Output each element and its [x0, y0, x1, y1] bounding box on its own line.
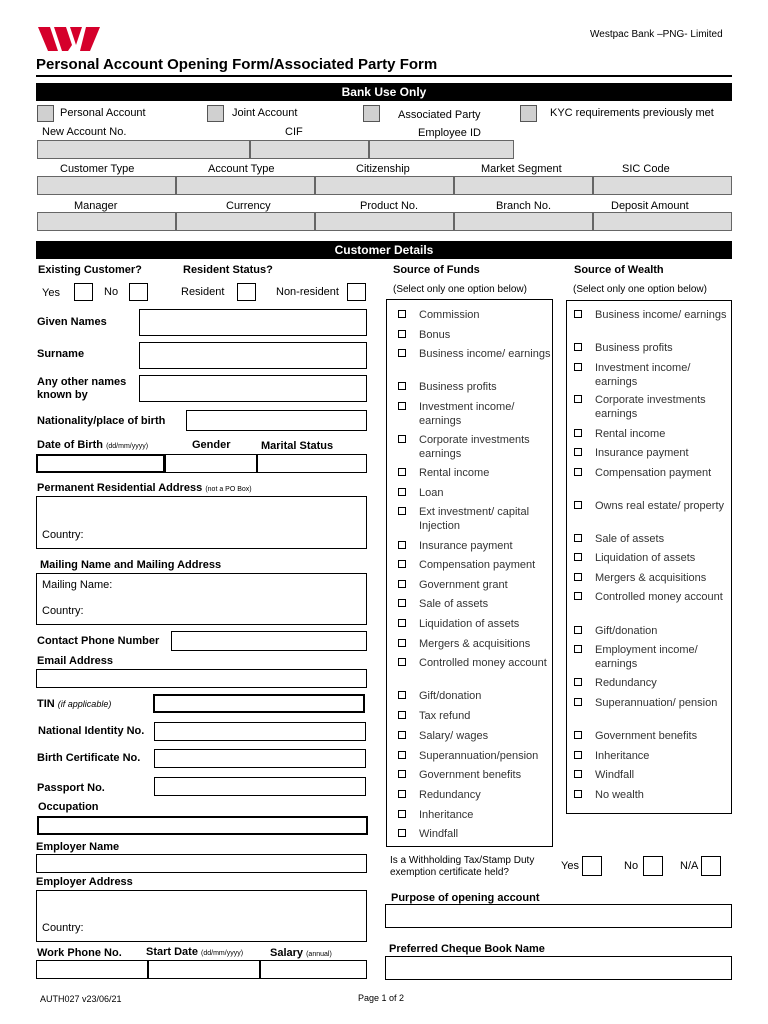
wealth-option-checkbox[interactable]: [574, 343, 582, 351]
perm-country-label: Country:: [42, 529, 84, 541]
funds-option-label: Investment income/ earnings: [419, 401, 515, 427]
branch-no-label: Branch No.: [496, 200, 552, 212]
currency-label: Currency: [226, 200, 271, 212]
funds-option-checkbox[interactable]: [398, 751, 406, 759]
funds-option-label: Windfall: [419, 828, 459, 840]
existing-no-label: No: [104, 286, 119, 298]
gender-label: Gender: [192, 439, 231, 451]
funds-option-label: Inheritance: [419, 809, 474, 821]
personal-account-checkbox[interactable]: [37, 105, 54, 122]
funds-option-label: Ext investment/ capital Injection: [419, 506, 530, 532]
existing-customer-label: Existing Customer?: [38, 264, 142, 276]
cheque-name-field[interactable]: [385, 956, 732, 980]
resident-status-label: Resident Status?: [183, 264, 273, 276]
funds-option-label: Liquidation of assets: [419, 618, 520, 630]
non-resident-label: Non-resident: [276, 286, 339, 298]
wealth-option-checkbox[interactable]: [574, 363, 582, 371]
employer-name-label: Employer Name: [36, 841, 120, 853]
wealth-option-checkbox[interactable]: [574, 395, 582, 403]
wealth-option-checkbox[interactable]: [574, 626, 582, 634]
email-field[interactable]: [36, 669, 367, 688]
tin-label: [37, 698, 111, 711]
occupation-label: Occupation: [38, 801, 99, 813]
funds-option-checkbox[interactable]: [398, 330, 406, 338]
funds-option-checkbox[interactable]: [398, 310, 406, 318]
employer-address-field[interactable]: [36, 890, 367, 942]
market-segment-label: Market Segment: [481, 163, 562, 175]
funds-option-label: Loan: [419, 487, 444, 499]
funds-option-label: Compensation payment: [419, 559, 536, 571]
wealth-option-checkbox[interactable]: [574, 678, 582, 686]
start-date-format: (dd/mm/yyyy): [201, 950, 244, 957]
non-resident-checkbox[interactable]: [347, 283, 366, 301]
nationality-field[interactable]: [186, 410, 367, 431]
resident-label: Resident: [181, 286, 225, 298]
perm-address-field[interactable]: [36, 496, 367, 549]
perm-address-text: Permanent Residential Address: [37, 482, 203, 494]
passport-label: Passport No.: [37, 782, 105, 794]
westpac-logo: [38, 27, 100, 51]
wealth-option-label: Liquidation of assets: [595, 552, 696, 564]
gender-field[interactable]: [165, 454, 257, 473]
nationality-label: Nationality/place of birth: [37, 415, 166, 427]
bank-use-header: Bank Use Only: [36, 83, 732, 101]
customer-type-field[interactable]: [37, 176, 176, 195]
birth-cert-field[interactable]: [154, 749, 366, 768]
kyc-label: KYC requirements previously met: [550, 107, 714, 119]
funds-option-checkbox[interactable]: [398, 580, 406, 588]
wealth-title: Source of Wealth: [574, 264, 664, 276]
resident-checkbox[interactable]: [237, 283, 256, 301]
wealth-option-label: No wealth: [595, 789, 644, 801]
wealth-option-checkbox[interactable]: [574, 429, 582, 437]
wealth-option-label: Insurance payment: [595, 447, 689, 459]
withholding-yes-label: Yes: [561, 860, 579, 872]
wealth-option-label: Controlled money account: [595, 591, 723, 603]
wealth-option-label: Redundancy: [595, 677, 657, 689]
wealth-option-checkbox[interactable]: [574, 698, 582, 706]
tin-field[interactable]: [153, 694, 365, 713]
product-no-field[interactable]: [315, 212, 454, 231]
employer-name-field[interactable]: [36, 854, 367, 873]
surname-label: Surname: [37, 348, 85, 360]
wealth-option-label: Corporate investments earnings: [595, 394, 706, 420]
account-type-label: Account Type: [208, 163, 275, 175]
salary-note: (annual): [306, 951, 332, 958]
title-rule: [36, 75, 732, 77]
account-type-field[interactable]: [176, 176, 315, 195]
funds-option-checkbox[interactable]: [398, 599, 406, 607]
wealth-option-checkbox[interactable]: [574, 310, 582, 318]
sic-code-field[interactable]: [593, 176, 732, 195]
given-names-label: Given Names: [37, 316, 107, 328]
funds-option-label: Gift/donation: [419, 690, 482, 702]
wealth-option-checkbox[interactable]: [574, 751, 582, 759]
funds-title: Source of Funds: [393, 264, 480, 276]
withholding-no-label: No: [624, 860, 639, 872]
salary-field[interactable]: [260, 960, 367, 979]
surname-field[interactable]: [139, 342, 367, 369]
manager-field[interactable]: [37, 212, 176, 231]
marital-field[interactable]: [257, 454, 367, 473]
citizenship-field[interactable]: [315, 176, 454, 195]
wealth-option-checkbox[interactable]: [574, 645, 582, 653]
national-id-field[interactable]: [154, 722, 366, 741]
dob-label: [37, 439, 148, 453]
mailing-heading: Mailing Name and Mailing Address: [40, 559, 222, 571]
wealth-option-checkbox[interactable]: [574, 770, 582, 778]
funds-option-checkbox[interactable]: [398, 349, 406, 357]
other-names-label-1: Any other names: [37, 376, 127, 388]
customer-details-header: Customer Details: [36, 241, 732, 259]
funds-option-checkbox[interactable]: [398, 435, 406, 443]
bank-name: Westpac Bank –PNG- Limited: [590, 29, 723, 40]
wealth-option-label: Compensation payment: [595, 467, 712, 479]
funds-option-label: Corporate investments earnings: [419, 434, 530, 460]
funds-option-checkbox[interactable]: [398, 402, 406, 410]
marital-label: Marital Status: [261, 440, 334, 452]
sic-code-label: SIC Code: [622, 163, 670, 175]
wealth-option-checkbox[interactable]: [574, 534, 582, 542]
wealth-option-label: Employment income/ earnings: [595, 644, 698, 670]
funds-option-checkbox[interactable]: [398, 790, 406, 798]
funds-option-checkbox[interactable]: [398, 770, 406, 778]
form-title: Personal Account Opening Form/Associated Party Form: [36, 56, 438, 73]
purpose-label: Purpose of opening account: [391, 892, 540, 904]
cif-label: CIF: [285, 126, 303, 138]
perm-address-label: [37, 482, 252, 496]
national-id-label: National Identity No.: [38, 725, 145, 737]
funds-option-label: Government grant: [419, 579, 508, 591]
footer-code: AUTH027 v23/06/21: [40, 994, 122, 1004]
withholding-no-checkbox[interactable]: [643, 856, 663, 876]
funds-option-label: Salary/ wages: [419, 730, 489, 742]
start-date-field[interactable]: [148, 960, 260, 979]
tin-note: (if applicable): [57, 699, 112, 709]
citizenship-label: Citizenship: [356, 163, 410, 175]
wealth-option-label: Inheritance: [595, 750, 650, 762]
existing-yes-checkbox[interactable]: [74, 283, 93, 301]
tin-text: TIN: [37, 698, 55, 710]
joint-account-label: Joint Account: [232, 107, 298, 119]
wealth-option-label: Sale of assets: [595, 533, 665, 545]
funds-option-label: Redundancy: [419, 789, 481, 801]
associated-party-label: Associated Party: [398, 109, 481, 121]
product-no-label: Product No.: [360, 200, 419, 212]
occupation-field[interactable]: [37, 816, 368, 835]
purpose-field[interactable]: [385, 904, 732, 928]
funds-option-label: Insurance payment: [419, 540, 513, 552]
funds-option-label: Bonus: [419, 329, 451, 341]
wealth-option-checkbox[interactable]: [574, 448, 582, 456]
funds-option-checkbox[interactable]: [398, 507, 406, 515]
new-account-field[interactable]: [37, 140, 250, 159]
wealth-option-checkbox[interactable]: [574, 731, 582, 739]
funds-option-checkbox[interactable]: [398, 711, 406, 719]
salary-text: Salary: [270, 947, 304, 959]
dob-format: (dd/mm/yyyy): [106, 443, 149, 450]
wealth-option-checkbox[interactable]: [574, 790, 582, 798]
funds-option-checkbox[interactable]: [398, 488, 406, 496]
passport-field[interactable]: [154, 777, 366, 796]
funds-option-checkbox[interactable]: [398, 619, 406, 627]
email-label: Email Address: [37, 655, 114, 667]
wealth-option-checkbox[interactable]: [574, 468, 582, 476]
wealth-option-label: Windfall: [595, 769, 635, 781]
birth-cert-label: Birth Certificate No.: [37, 752, 141, 764]
mailing-name-label: Mailing Name:: [42, 579, 113, 591]
footer-page: Page 1 of 2: [358, 993, 405, 1003]
deposit-amount-field[interactable]: [593, 212, 732, 231]
wealth-option-label: Owns real estate/ property: [595, 500, 725, 512]
wealth-option-checkbox[interactable]: [574, 573, 582, 581]
cheque-name-label: Preferred Cheque Book Name: [389, 943, 545, 955]
wealth-option-label: Gift/donation: [595, 625, 658, 637]
withholding-na-checkbox[interactable]: [701, 856, 721, 876]
associated-party-checkbox[interactable]: [363, 105, 380, 122]
mailing-country-label: Country:: [42, 605, 84, 617]
funds-option-checkbox[interactable]: [398, 541, 406, 549]
wealth-option-label: Mergers & acquisitions: [595, 572, 707, 584]
given-names-field[interactable]: [139, 309, 367, 336]
funds-option-label: Superannuation/pension: [419, 750, 539, 762]
contact-phone-field[interactable]: [171, 631, 367, 651]
deposit-amount-label: Deposit Amount: [611, 200, 689, 212]
contact-phone-label: Contact Phone Number: [37, 635, 160, 647]
wealth-option-label: Business income/ earnings: [595, 309, 727, 321]
other-names-field[interactable]: [139, 375, 367, 402]
funds-option-checkbox[interactable]: [398, 658, 406, 666]
funds-option-label: Tax refund: [419, 710, 471, 722]
funds-option-label: Commission: [419, 309, 480, 321]
customer-type-label: Customer Type: [60, 163, 135, 175]
withholding-question-2: exemption certificate held?: [390, 867, 509, 878]
dob-text: Date of Birth: [37, 439, 103, 451]
employer-country-label: Country:: [42, 922, 84, 934]
start-date-text: Start Date: [146, 946, 198, 958]
cif-field[interactable]: [250, 140, 369, 159]
existing-yes-label: Yes: [42, 287, 60, 299]
new-account-label: New Account No.: [42, 126, 127, 138]
funds-option-checkbox[interactable]: [398, 731, 406, 739]
existing-no-checkbox[interactable]: [129, 283, 148, 301]
funds-option-checkbox[interactable]: [398, 691, 406, 699]
dob-field[interactable]: [36, 454, 165, 473]
funds-option-label: Rental income: [419, 467, 490, 479]
withholding-na-label: N/A: [680, 860, 699, 872]
funds-option-label: Sale of assets: [419, 598, 489, 610]
funds-option-label: Government benefits: [419, 769, 522, 781]
funds-option-checkbox[interactable]: [398, 382, 406, 390]
funds-option-checkbox[interactable]: [398, 829, 406, 837]
wealth-option-label: Government benefits: [595, 730, 698, 742]
wealth-option-checkbox[interactable]: [574, 501, 582, 509]
joint-account-checkbox[interactable]: [207, 105, 224, 122]
personal-account-label: Personal Account: [60, 107, 146, 119]
employee-id-label: Employee ID: [418, 127, 481, 139]
branch-no-field[interactable]: [454, 212, 593, 231]
other-names-label-2: known by: [37, 389, 88, 401]
work-phone-field[interactable]: [36, 960, 148, 979]
funds-option-label: Controlled money account: [419, 657, 547, 669]
manager-label: Manager: [74, 200, 118, 212]
wealth-option-label: Business profits: [595, 342, 673, 354]
funds-option-label: Business profits: [419, 381, 497, 393]
funds-option-label: Mergers & acquisitions: [419, 638, 531, 650]
work-phone-label: Work Phone No.: [37, 947, 122, 959]
wealth-option-label: Investment income/ earnings: [595, 362, 691, 388]
funds-option-label: Business income/ earnings: [419, 348, 551, 360]
wealth-option-label: Rental income: [595, 428, 666, 440]
funds-note: (Select only one option below): [393, 284, 527, 295]
funds-option-checkbox[interactable]: [398, 639, 406, 647]
wealth-option-label: Superannuation/ pension: [595, 697, 718, 709]
perm-address-note: (not a PO Box): [205, 486, 252, 493]
wealth-option-checkbox[interactable]: [574, 553, 582, 561]
market-segment-field[interactable]: [454, 176, 593, 195]
wealth-note: (Select only one option below): [573, 284, 707, 295]
salary-label: [270, 947, 332, 961]
funds-option-checkbox[interactable]: [398, 810, 406, 818]
start-date-label: [146, 946, 243, 960]
funds-option-checkbox[interactable]: [398, 560, 406, 568]
withholding-yes-checkbox[interactable]: [582, 856, 602, 876]
wealth-option-checkbox[interactable]: [574, 592, 582, 600]
funds-option-checkbox[interactable]: [398, 468, 406, 476]
currency-field[interactable]: [176, 212, 315, 231]
kyc-checkbox[interactable]: [520, 105, 537, 122]
employee-id-field[interactable]: [369, 140, 514, 159]
withholding-question-1: Is a Withholding Tax/Stamp Duty: [390, 855, 535, 866]
employer-address-label: Employer Address: [36, 876, 133, 888]
